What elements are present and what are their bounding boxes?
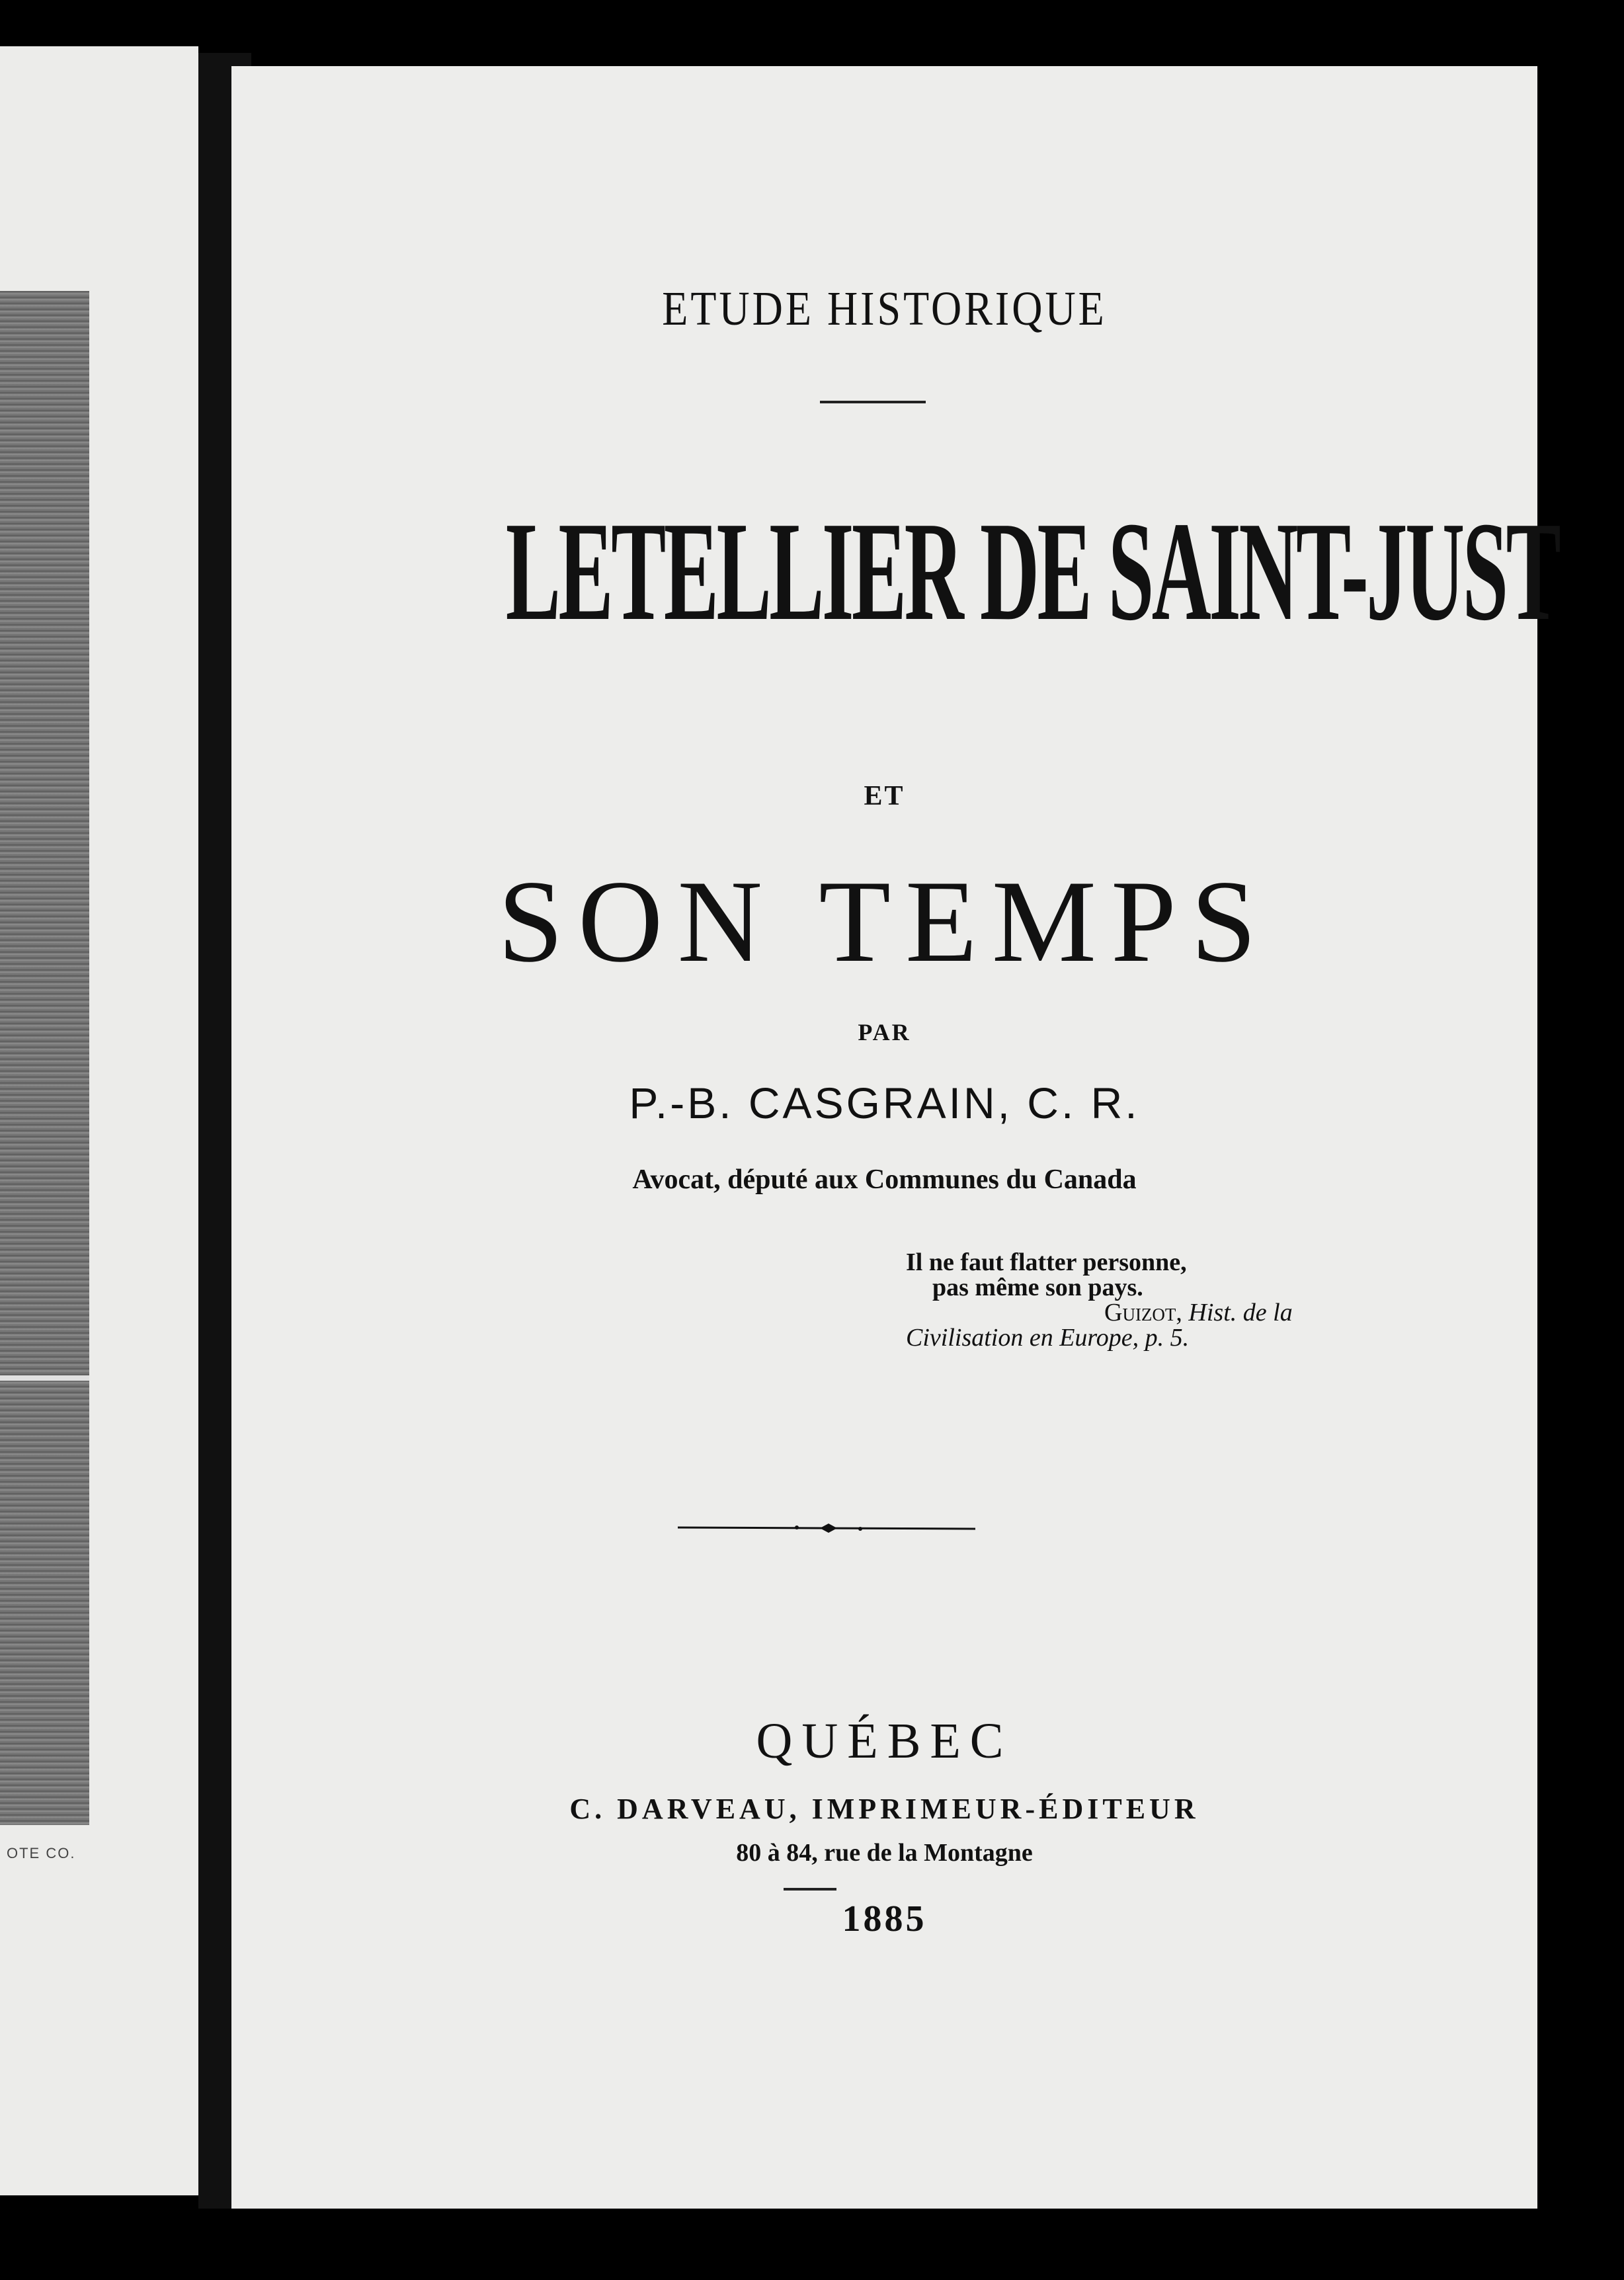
epigraph-page: p. 5. (1145, 1324, 1190, 1352)
epigraph-work-end: Civilisation en Europe, (906, 1324, 1139, 1352)
divider-rule-small (784, 1888, 836, 1891)
publication-year: 1885 (842, 1898, 927, 1939)
publisher-address: 80 à 84, rue de la Montagne (736, 1839, 1033, 1867)
publisher-name: C. DARVEAU, IMPRIMEUR-ÉDITEUR (569, 1793, 1199, 1825)
title-conjunction: ET (864, 781, 905, 811)
book-subtitle: SON TEMPS (497, 856, 1272, 987)
facing-page-caption: OTE CO. (7, 1845, 76, 1861)
plate-horizon-line (0, 1375, 89, 1381)
facing-page (0, 46, 198, 2195)
epigraph-work-start: Hist. de la (1188, 1299, 1293, 1326)
epigraph-line-1: Il ne faut flatter personne, (906, 1248, 1187, 1276)
facing-plate-illustration (0, 291, 89, 1825)
byline-label: PAR (858, 1019, 911, 1045)
epigraph (906, 1250, 1541, 1350)
epigraph-attribution-line (906, 1300, 1541, 1325)
author-affiliation: Avocat, député aux Communes du Canada (632, 1164, 1137, 1195)
publication-place: QUÉBEC (756, 1713, 1013, 1769)
divider-rule (820, 401, 926, 403)
title-page (231, 66, 1559, 2209)
ornamental-rule (678, 1514, 975, 1541)
epigraph-author: Guizot, (1104, 1299, 1182, 1326)
epigraph-line-2: pas même son pays. (932, 1274, 1143, 1301)
author-name: P.-B. CASGRAIN, C. R. (629, 1079, 1140, 1127)
book-title: LETELLIER DE SAINT-JUST (505, 492, 1559, 650)
epigraph-work-line (906, 1325, 1541, 1350)
kicker-heading: ETUDE HISTORIQUE (662, 281, 1107, 336)
